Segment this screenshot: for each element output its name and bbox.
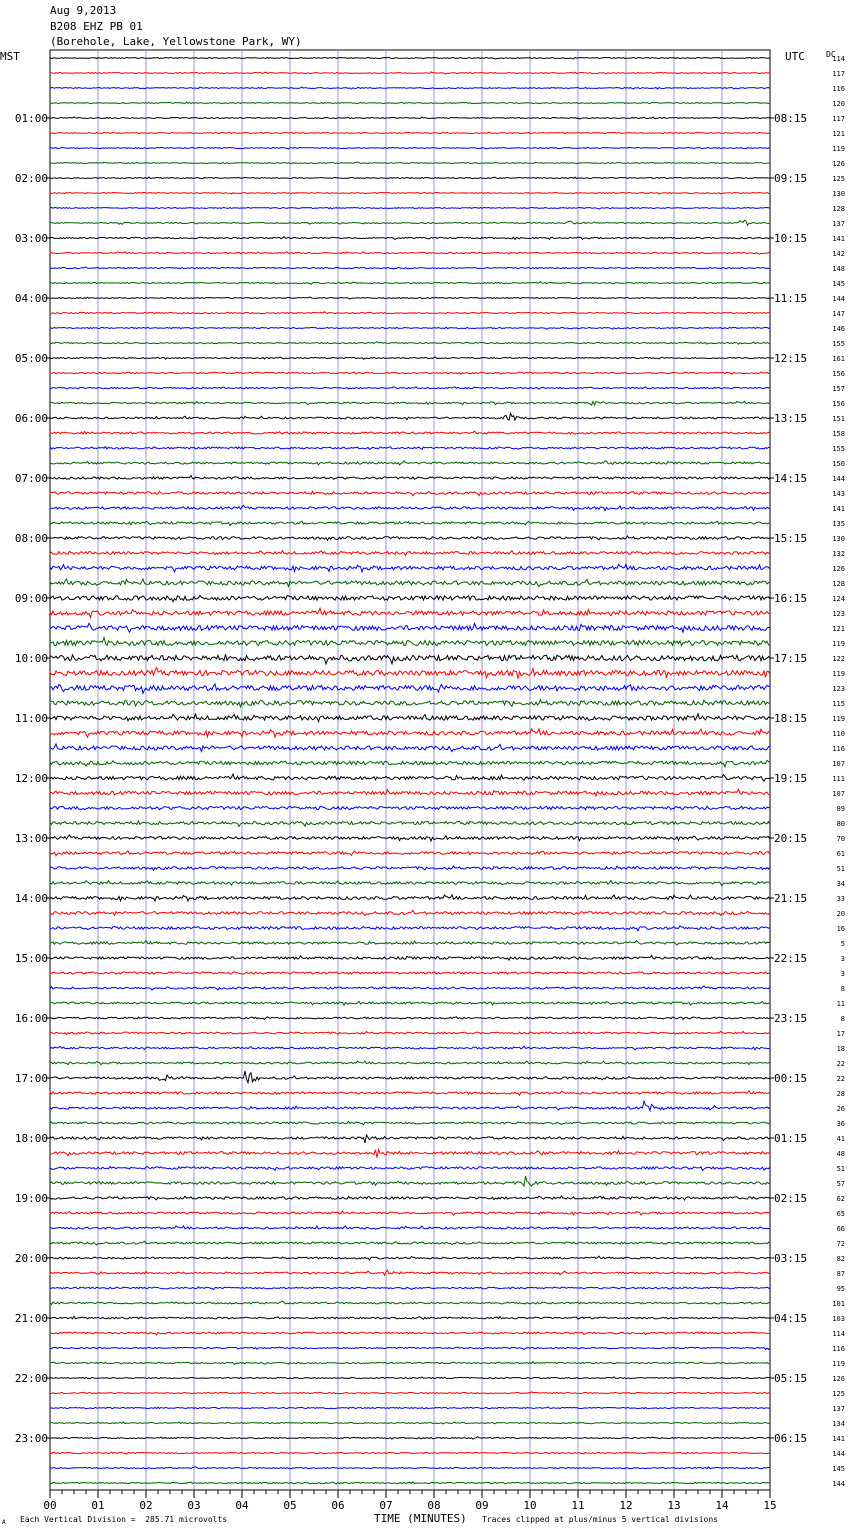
corner-mark: A: [2, 1519, 6, 1526]
dc-offset-label: 8: [840, 1015, 845, 1023]
dc-offset-label: 119: [832, 640, 845, 648]
x-tick-label: 03: [187, 1499, 201, 1512]
trace-row: [50, 1150, 770, 1158]
dc-offset-label: 121: [832, 625, 845, 633]
left-hour-label: 04:00: [14, 292, 48, 305]
trace-row: [50, 910, 770, 915]
left-axis-title: MST: [0, 50, 20, 63]
trace-row: [50, 431, 770, 434]
dc-offset-label: 143: [832, 490, 845, 498]
dc-offset-label: 132: [832, 550, 845, 558]
x-tick-label: 11: [571, 1499, 585, 1512]
x-tick-label: 02: [139, 1499, 153, 1512]
dc-offset-label: 62: [836, 1195, 845, 1203]
dc-offset-label: 33: [836, 895, 845, 903]
dc-offset-label: 144: [832, 295, 845, 303]
right-hour-label: 03:15: [774, 1252, 808, 1265]
trace-row: [50, 714, 770, 722]
trace-row: [50, 297, 770, 299]
trace-row: [50, 637, 770, 645]
right-hour-label: 04:15: [774, 1312, 808, 1325]
trace-row: [50, 505, 770, 510]
left-hour-label: 17:00: [14, 1072, 48, 1085]
right-hour-label: 17:15: [774, 652, 808, 665]
dc-offset-label: 116: [832, 1345, 845, 1353]
trace-row: [50, 940, 770, 945]
dc-offset-label: 17: [836, 1030, 845, 1038]
dc-offset-label: 144: [832, 1480, 845, 1488]
dc-offset-label: 156: [832, 370, 845, 378]
trace-row: [50, 177, 770, 179]
dc-offset-label: 126: [832, 565, 845, 573]
trace-row: [50, 1176, 770, 1186]
dc-offset-label: 122: [832, 655, 845, 663]
right-hour-label: 10:15: [774, 232, 808, 245]
dc-offset-label: 121: [832, 130, 845, 138]
dc-offset-label: 145: [832, 280, 845, 288]
right-hour-label: 02:15: [774, 1192, 808, 1205]
left-hour-label: 02:00: [14, 172, 48, 185]
dc-offset-label: 119: [832, 145, 845, 153]
x-tick-label: 01: [91, 1499, 105, 1512]
left-hour-label: 12:00: [14, 772, 48, 785]
trace-row: [50, 1196, 770, 1200]
dc-offset-label: 80: [836, 820, 845, 828]
left-hour-label: 05:00: [14, 352, 48, 365]
left-hour-label: 09:00: [14, 592, 48, 605]
x-tick-label: 04: [235, 1499, 249, 1512]
dc-offset-label: 95: [836, 1285, 845, 1293]
trace-row: [50, 1407, 770, 1409]
dc-offset-label: 28: [836, 1090, 845, 1098]
right-hour-label: 01:15: [774, 1132, 808, 1145]
dc-offset-label: 107: [832, 760, 845, 768]
right-hour-label: 12:15: [774, 352, 808, 365]
trace-row: [50, 789, 770, 796]
left-hour-label: 23:00: [14, 1432, 48, 1445]
trace-row: [50, 401, 770, 405]
x-axis-label: TIME (MINUTES): [374, 1512, 467, 1525]
dc-offset-label: 51: [836, 1165, 845, 1173]
dc-offset-label: 16: [836, 925, 845, 933]
trace-row: [50, 413, 770, 420]
dc-offset-label: 141: [832, 235, 845, 243]
dc-offset-label: 3: [840, 970, 845, 978]
dc-offset-label: 26: [836, 1105, 845, 1113]
dc-offset-label: 70: [836, 835, 845, 843]
trace-row: [50, 476, 770, 480]
right-hour-label: 09:15: [774, 172, 808, 185]
right-hour-label: 15:15: [774, 532, 808, 545]
trace-row: [50, 252, 770, 254]
trace-row: [50, 207, 770, 209]
dc-offset-label: 18: [836, 1045, 845, 1053]
dc-title: DC: [826, 50, 836, 59]
trace-row: [50, 654, 770, 664]
left-hour-label: 18:00: [14, 1132, 48, 1145]
right-hour-label: 16:15: [774, 592, 808, 605]
right-hour-label: 20:15: [774, 832, 808, 845]
trace-row: [50, 536, 770, 540]
dc-offset-label: 150: [832, 460, 845, 468]
x-tick-label: 10: [523, 1499, 537, 1512]
right-hour-label: 05:15: [774, 1372, 808, 1385]
dc-offset-label: 11: [836, 1000, 845, 1008]
trace-row: [50, 623, 770, 632]
trace-row: [50, 312, 770, 314]
trace-row: [50, 1046, 770, 1050]
dc-offset-label: 137: [832, 1405, 845, 1413]
trace-row: [50, 357, 770, 359]
trace-row: [50, 387, 770, 389]
left-hour-label: 10:00: [14, 652, 48, 665]
trace-row: [50, 267, 770, 269]
right-hour-label: 19:15: [774, 772, 808, 785]
x-tick-label: 15: [763, 1499, 777, 1512]
right-hour-label: 21:15: [774, 892, 808, 905]
trace-row: [50, 282, 770, 285]
dc-offset-label: 107: [832, 790, 845, 798]
dc-offset-label: 158: [832, 430, 845, 438]
x-tick-label: 00: [43, 1499, 57, 1512]
trace-row: [50, 521, 770, 525]
trace-row: [50, 491, 770, 496]
dc-offset-label: 22: [836, 1075, 845, 1083]
trace-row: [50, 1287, 770, 1290]
trace-row: [50, 851, 770, 856]
dc-offset-label: 116: [832, 85, 845, 93]
trace-row: [50, 1347, 770, 1350]
trace-row: [50, 972, 770, 974]
x-tick-label: 08: [427, 1499, 441, 1512]
trace-row: [50, 1071, 770, 1083]
dc-offset-label: 123: [832, 610, 845, 618]
dc-offset-label: 111: [832, 775, 845, 783]
trace-row: [50, 162, 770, 164]
trace-row: [50, 1452, 770, 1454]
dc-offset-label: 156: [832, 400, 845, 408]
dc-offset-label: 119: [832, 670, 845, 678]
dc-offset-label: 115: [832, 700, 845, 708]
trace-row: [50, 564, 770, 572]
trace-row: [50, 760, 770, 767]
dc-offset-label: 125: [832, 175, 845, 183]
dc-offset-label: 117: [832, 70, 845, 78]
dc-offset-label: 57: [836, 1180, 845, 1188]
dc-offset-label: 147: [832, 310, 845, 318]
trace-row: [50, 1091, 770, 1096]
left-hour-label: 21:00: [14, 1312, 48, 1325]
trace-row: [50, 1017, 770, 1020]
right-axis-title: UTC: [785, 50, 805, 63]
trace-row: [50, 72, 770, 74]
dc-offset-label: 130: [832, 535, 845, 543]
left-hour-label: 01:00: [14, 112, 48, 125]
trace-row: [50, 551, 770, 556]
right-hour-label: 23:15: [774, 1012, 808, 1025]
dc-offset-label: 146: [832, 325, 845, 333]
trace-row: [50, 220, 770, 225]
trace-row: [50, 774, 770, 781]
trace-row: [50, 1032, 770, 1035]
dc-offset-label: 120: [832, 100, 845, 108]
trace-row: [50, 1270, 770, 1275]
dc-offset-label: 65: [836, 1210, 845, 1218]
dc-offset-label: 155: [832, 340, 845, 348]
trace-row: [50, 1392, 770, 1394]
x-tick-label: 12: [619, 1499, 633, 1512]
trace-row: [50, 132, 770, 134]
trace-row: [50, 372, 770, 374]
trace-row: [50, 744, 770, 752]
dc-offset-label: 89: [836, 805, 845, 813]
trace-row: [50, 1241, 770, 1245]
trace-row: [50, 1422, 770, 1424]
trace-row: [50, 1377, 770, 1379]
trace-row: [50, 1001, 770, 1005]
right-hour-label: 13:15: [774, 412, 808, 425]
dc-offset-label: 130: [832, 190, 845, 198]
trace-row: [50, 1226, 770, 1230]
dc-offset-label: 141: [832, 1435, 845, 1443]
dc-offset-label: 36: [836, 1120, 845, 1128]
dc-offset-label: 117: [832, 115, 845, 123]
dc-offset-label: 144: [832, 1450, 845, 1458]
x-tick-label: 07: [379, 1499, 393, 1512]
trace-row: [50, 1135, 770, 1143]
left-hour-label: 07:00: [14, 472, 48, 485]
trace-row: [50, 667, 770, 678]
dc-offset-label: 151: [832, 415, 845, 423]
trace-row: [50, 237, 770, 240]
dc-offset-label: 119: [832, 715, 845, 723]
left-hour-label: 08:00: [14, 532, 48, 545]
left-hour-label: 15:00: [14, 952, 48, 965]
dc-offset-label: 114: [832, 1330, 845, 1338]
trace-row: [50, 87, 770, 89]
right-hour-label: 22:15: [774, 952, 808, 965]
dc-offset-label: 157: [832, 385, 845, 393]
dc-offset-label: 123: [832, 685, 845, 693]
left-hour-label: 13:00: [14, 832, 48, 845]
station-location: (Borehole, Lake, Yellowstone Park, WY): [50, 35, 302, 48]
trace-row: [50, 57, 770, 59]
right-hour-label: 08:15: [774, 112, 808, 125]
dc-offset-label: 87: [836, 1270, 845, 1278]
clip-note: Traces clipped at plus/minus 5 vertical divisions: [482, 1515, 719, 1524]
trace-row: [50, 342, 770, 345]
trace-row: [50, 895, 770, 901]
trace-row: [50, 327, 770, 329]
trace-row: [50, 1211, 770, 1215]
left-hour-label: 20:00: [14, 1252, 48, 1265]
right-hour-label: 00:15: [774, 1072, 808, 1085]
trace-row: [50, 608, 770, 617]
right-hour-label: 11:15: [774, 292, 808, 305]
dc-offset-label: 82: [836, 1255, 845, 1263]
dc-offset-label: 141: [832, 505, 845, 513]
dc-offset-label: 34: [836, 880, 845, 888]
dc-offset-label: 5: [840, 940, 845, 948]
dc-offset-label: 3: [840, 955, 845, 963]
dc-offset-label: 48: [836, 1150, 845, 1158]
dc-offset-label: 119: [832, 1360, 845, 1368]
trace-row: [50, 461, 770, 465]
dc-offset-label: 124: [832, 595, 845, 603]
trace-row: [50, 595, 770, 601]
dc-offset-label: 116: [832, 745, 845, 753]
x-tick-label: 09: [475, 1499, 489, 1512]
trace-row: [50, 102, 770, 104]
dc-offset-label: 61: [836, 850, 845, 858]
left-hour-label: 14:00: [14, 892, 48, 905]
trace-row: [50, 1332, 770, 1335]
trace-row: [50, 684, 770, 693]
trace-row: [50, 821, 770, 827]
dc-offset-label: 134: [832, 1420, 845, 1428]
dc-offset-label: 135: [832, 520, 845, 528]
dc-offset-label: 148: [832, 265, 845, 273]
dc-offset-label: 51: [836, 865, 845, 873]
trace-row: [50, 926, 770, 931]
right-hour-label: 14:15: [774, 472, 808, 485]
trace-row: [50, 147, 770, 149]
dc-offset-label: 161: [832, 355, 845, 363]
chart-date: Aug 9,2013: [50, 4, 117, 17]
left-hour-label: 03:00: [14, 232, 48, 245]
trace-row: [50, 1467, 770, 1469]
dc-offset-label: 22: [836, 1060, 845, 1068]
trace-row: [50, 1437, 770, 1439]
trace-row: [50, 1256, 770, 1260]
trace-row: [50, 579, 770, 587]
trace-row: [50, 1167, 770, 1171]
trace-row: [50, 881, 770, 886]
dc-offset-label: 128: [832, 580, 845, 588]
station-name: B208 EHZ PB 01: [50, 20, 143, 33]
dc-offset-label: 72: [836, 1240, 845, 1248]
x-tick-label: 13: [667, 1499, 681, 1512]
dc-offset-label: 66: [836, 1225, 845, 1233]
dc-offset-label: 103: [832, 1315, 845, 1323]
dc-offset-label: 101: [832, 1300, 845, 1308]
dc-offset-label: 8: [840, 985, 845, 993]
trace-row: [50, 700, 770, 707]
x-tick-label: 05: [283, 1499, 297, 1512]
trace-row: [50, 117, 770, 119]
dc-offset-label: 126: [832, 1375, 845, 1383]
dc-offset-label: 41: [836, 1135, 845, 1143]
trace-row: [50, 1301, 770, 1304]
trace-row: [50, 955, 770, 960]
right-hour-label: 06:15: [774, 1432, 808, 1445]
trace-row: [50, 192, 770, 194]
dc-offset-label: 128: [832, 205, 845, 213]
trace-row: [50, 729, 770, 738]
trace-row: [50, 1362, 770, 1365]
trace-row: [50, 1121, 770, 1125]
dc-offset-label: 155: [832, 445, 845, 453]
trace-row: [50, 1316, 770, 1319]
trace-row: [50, 1101, 770, 1111]
x-tick-label: 14: [715, 1499, 729, 1512]
dc-offset-label: 142: [832, 250, 845, 258]
right-hour-label: 18:15: [774, 712, 808, 725]
trace-row: [50, 866, 770, 870]
trace-row: [50, 1061, 770, 1065]
dc-offset-label: 126: [832, 160, 845, 168]
left-hour-label: 11:00: [14, 712, 48, 725]
trace-row: [50, 447, 770, 450]
dc-offset-label: 137: [832, 220, 845, 228]
dc-offset-label: 20: [836, 910, 845, 918]
x-tick-label: 06: [331, 1499, 345, 1512]
dc-offset-label: 114: [832, 55, 845, 63]
dc-offset-label: 145: [832, 1465, 845, 1473]
trace-row: [50, 1482, 770, 1484]
trace-row: [50, 806, 770, 809]
dc-offset-label: 110: [832, 730, 845, 738]
trace-row: [50, 986, 770, 990]
dc-offset-label: 144: [832, 475, 845, 483]
left-hour-label: 22:00: [14, 1372, 48, 1385]
scale-note: Each Vertical Division = 285.71 microvolts: [20, 1515, 228, 1524]
left-hour-label: 19:00: [14, 1192, 48, 1205]
left-hour-label: 16:00: [14, 1012, 48, 1025]
left-hour-label: 06:00: [14, 412, 48, 425]
dc-offset-label: 125: [832, 1390, 845, 1398]
trace-row: [50, 835, 770, 841]
